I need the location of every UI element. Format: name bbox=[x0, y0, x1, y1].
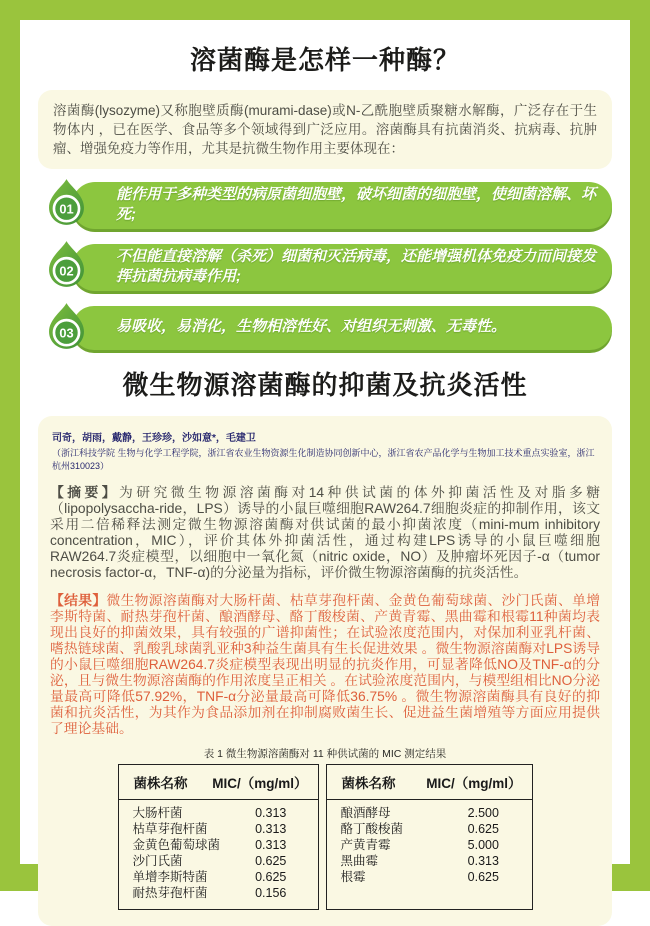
point-number: 01 bbox=[59, 201, 74, 217]
table-row bbox=[119, 805, 318, 821]
abstract-label: 【摘要】 bbox=[50, 484, 119, 500]
point-pill-01 bbox=[72, 182, 612, 229]
point-number: 03 bbox=[59, 324, 74, 340]
results-paragraph bbox=[50, 593, 600, 737]
key-points-list bbox=[20, 182, 630, 349]
table-row bbox=[327, 853, 532, 869]
table-row bbox=[327, 821, 532, 837]
strain-name: 产黄青霉 bbox=[340, 837, 391, 852]
table-caption: 表 1 微生物源溶菌酶对 11 种供试菌的 MIC 测定结果 bbox=[203, 747, 447, 760]
point-item-01 bbox=[59, 182, 612, 229]
mic-value: 0.625 bbox=[255, 869, 287, 884]
strain-name: 根霉 bbox=[340, 869, 366, 884]
strain-name: 枯草芽孢杆菌 bbox=[132, 821, 208, 836]
table-row bbox=[119, 837, 318, 853]
point-text: 能作用于多种类型的病原菌细胞壁，破坏细菌的细胞壁，使细菌溶解、坏死; bbox=[116, 186, 597, 224]
point-text: 不但能直接溶解（杀死）细菌和灭活病毒，还能增强机体免疫力而间接发挥抗菌抗病毒作用; bbox=[116, 248, 597, 285]
column-header-mic: MIC/（mg/ml） bbox=[212, 775, 308, 791]
point-number: 02 bbox=[59, 263, 74, 279]
strain-name: 沙门氏菌 bbox=[132, 853, 183, 868]
mic-value: 2.500 bbox=[467, 805, 499, 820]
table-row bbox=[327, 869, 532, 885]
droplet-01-icon bbox=[48, 178, 85, 226]
paper-box bbox=[38, 416, 612, 926]
table-row bbox=[119, 821, 318, 837]
table-row bbox=[119, 853, 318, 869]
table-header-row bbox=[119, 765, 318, 800]
mic-value: 0.313 bbox=[467, 853, 499, 868]
column-header-mic: MIC/（mg/ml） bbox=[426, 775, 522, 791]
mic-value: 0.625 bbox=[467, 821, 499, 836]
mic-value: 0.313 bbox=[255, 821, 287, 836]
droplet-03-icon bbox=[48, 302, 85, 350]
column-header-strain: 菌株名称 bbox=[341, 775, 396, 791]
results-text: 微生物源溶菌酶对大肠杆菌、枯草芽孢杆菌、金黄色葡萄球菌、沙门氏菌、单增李斯特菌、耐热芽孢杆菌、酿酒酵母、酪丁酸梭菌、产黄青霉、黑曲霉和根霉11种菌均表现出良好的抑菌效果，具有较强的广谱抑菌性；在试验浓度范围内，对保加利亚乳杆菌、嗜热链球菌、乳酸乳球菌乳亚种3种益生菌具有生长促进效果 。微生物源溶菌酶对LPS诱导的小鼠巨噬细胞RAW264.7炎症模型表现出明显的抗炎作用，可显著降低NO及TNF-α的分泌，且与微生物源溶菌酶的作用浓度呈正相关 。在试验浓度范围内，与模型组相比NO分泌量最高可降低57.92%，TNF-α分泌量最高可降低36.75% 。微生物源溶菌酶具有良好的抑菌和抗炎活性，为其作为食品添加剂在抑制腐败菌生长、促进益生菌增殖等方面应用提供了理论基础。 bbox=[50, 592, 601, 736]
point-pill-02 bbox=[72, 244, 612, 291]
column-header-strain: 菌株名称 bbox=[133, 775, 188, 791]
table-body bbox=[327, 800, 532, 893]
point-pill-03 bbox=[72, 306, 612, 350]
strain-name: 大肠杆菌 bbox=[132, 805, 183, 820]
point-item-02 bbox=[59, 244, 612, 291]
point-item-03 bbox=[59, 306, 612, 350]
affiliation-line: （浙江科技学院 生物与化学工程学院，浙江省农业生物资源生化制造协同创新中心，浙江省农产品化学与生物加工技术重点实验室，浙江杭州310023） bbox=[52, 447, 595, 471]
strain-name: 单增李斯特菌 bbox=[132, 869, 208, 884]
strain-name: 耐热芽孢杆菌 bbox=[132, 885, 208, 900]
table-row bbox=[119, 885, 318, 901]
mic-value: 0.156 bbox=[255, 885, 287, 900]
abstract-text: 为研究微生物源溶菌酶对14种供试菌的体外抑菌活性及对脂多糖（lipopolysaccha-ride，LPS）诱导的小鼠巨噬细胞RAW264.7细胞炎症的抑制作用，该文采用二倍稀释法测定微生物源溶菌酶对供试菌的最小抑菌浓度（mini-mum inhibitory concentration，MIC），评价其体外抑菌活性，通过构建LPS诱导的小鼠巨噬细胞RAW264.7炎症模型，以细胞中一氧化氮（nitric oxide，NO）及肿瘤坏死因子-α（tumor necrosis factor-α，TNF-α)的分泌量为指标，评价微生物源溶菌酶的抗炎活性。 bbox=[50, 484, 600, 580]
abstract-paragraph bbox=[50, 485, 600, 581]
authors-line: 司奇，胡雨，戴静，王珍珍，沙如意*，毛建卫 bbox=[52, 432, 256, 444]
results-label: 【结果】 bbox=[50, 592, 107, 608]
table-row bbox=[327, 837, 532, 853]
strain-name: 金黄色葡萄球菌 bbox=[132, 837, 221, 852]
table-row bbox=[119, 869, 318, 885]
mic-table-right bbox=[326, 764, 533, 910]
mic-value: 0.313 bbox=[255, 805, 287, 820]
page-title: 溶菌酶是怎样一种酶？ bbox=[189, 45, 460, 75]
intro-text: 溶菌酶(lysozyme)又称胞壁质酶(murami-dase)或N-乙酰胞壁质聚糖水解酶，广泛存在于生物体内 ，已在医学、食品等多个领域得到广泛应用。溶菌酶具有抗菌消炎、抗病毒、抗肿瘤、增强免疫力等作用，尤其是抗微生物作用主要体现在： bbox=[53, 103, 597, 157]
strain-name: 酪丁酸梭菌 bbox=[340, 821, 404, 836]
strain-name: 酿酒酵母 bbox=[340, 805, 391, 820]
table-body bbox=[119, 800, 318, 909]
page-background bbox=[20, 20, 630, 900]
mic-value: 0.625 bbox=[467, 869, 499, 884]
mic-table bbox=[50, 764, 600, 910]
droplet-02-icon bbox=[48, 240, 85, 288]
mic-value: 0.625 bbox=[255, 853, 287, 868]
point-text: 易吸收，易消化，生物相溶性好、对组织无刺激、无毒性。 bbox=[116, 318, 507, 336]
intro-box bbox=[38, 90, 612, 169]
mic-table-left bbox=[118, 764, 319, 910]
table-header-row bbox=[327, 765, 532, 800]
strain-name: 黑曲霉 bbox=[340, 853, 379, 868]
table-row bbox=[327, 805, 532, 821]
mic-value: 0.313 bbox=[255, 837, 287, 852]
section-title: 微生物源溶菌酶的抑菌及抗炎活性 bbox=[122, 369, 528, 400]
mic-value: 5.000 bbox=[467, 837, 499, 852]
